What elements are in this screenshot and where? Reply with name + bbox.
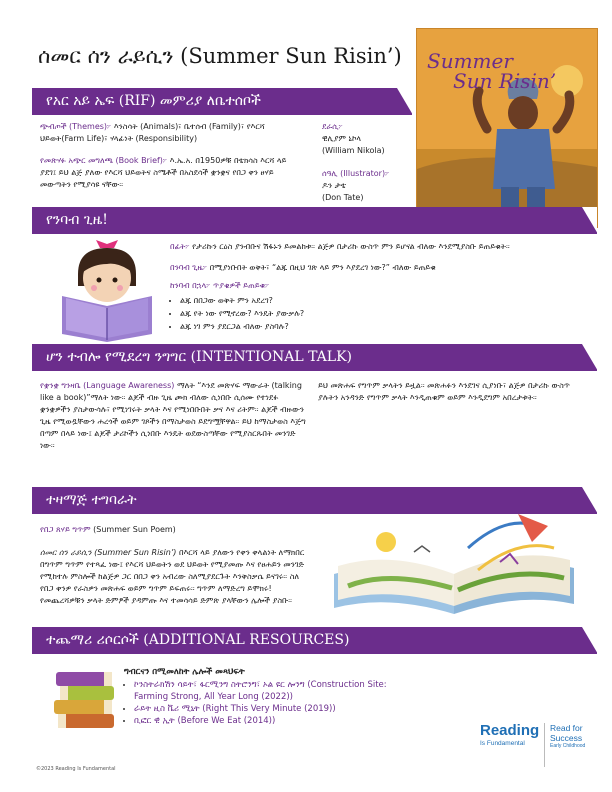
question-item: • ልጁ የት ነው የሚኖረው? እንዴት ያውቃሉ? xyxy=(180,307,566,320)
language-awareness-label: የቋንቋ ግንዛቤ (Language Awareness) xyxy=(40,381,175,390)
copyright-text: ©2023 Reading Is Fundamental xyxy=(36,766,116,772)
rfs-logo-line2: Success xyxy=(550,733,583,743)
illustrator-label: ሰዓሊ (Illustrator)፦ xyxy=(322,169,390,178)
question-item: • ልጁ በበጋው ወቅት ምን አደረገ? xyxy=(180,294,566,307)
rif-logo-line1: Reading xyxy=(480,722,540,739)
illustrator-block xyxy=(322,168,414,204)
activity-description xyxy=(40,547,310,607)
resource-link[interactable]: • ራይት ዚስ ቬሪ ሚኒት (Right This Very Minute (2019)) xyxy=(134,703,422,715)
cover-title-line2: Sun Risin’ xyxy=(453,69,557,93)
section-header-rif: የአር አይ ኤፍ (RIF) መምሪያ ለቤተሰቦች xyxy=(32,88,412,115)
rif-logo-line2: Is Fundamental xyxy=(480,740,525,747)
section-header-additional-resources: ተጨማሪ ሪሶርሶች (ADDITIONAL RESOURCES) xyxy=(32,627,597,654)
themes-block xyxy=(40,121,302,145)
language-awareness-text: ማለት “እንደ መጽሃፍ ማውራት (talking like a book)”ማለት ነው። ልጆች ብዙ ጊዜ ጮክ ብለው ሲነበቡ ሲሰሙ የተነደፉ ቋንቋዎችን ያስታውሳሉ፣ የሚነገሩት ቃላት እና የሚነበቡበት ቃና እና ሪትም። ልጆች ብዙውን ጊዜ የሚወዷቸውን ሐረጎች ወይም ገጾችን በማስታወስ ይደግሟቸዋል። ይህ ከማስታወስ እጅግ በጣም በላይ ነው፤ ልጆች ታሪኮችን ሲነበቡ እንዴት ወደውስጣቸው የሚያስርጹበት መንገድ ነው። xyxy=(40,381,306,450)
resources-heading: ግብርናን በሚመለከት ሌሎች መጻህፍት xyxy=(124,667,245,677)
after-sub-label: ጥያቄዎች ይጠይቁ፦ xyxy=(213,281,270,290)
during-label: በንባብ ጊዜ፦ xyxy=(170,263,208,272)
stacked-books-illustration xyxy=(52,668,118,730)
section-header-intentional-talk: ሆን ተብሎ የሚደረግ ንግግር (INTENTIONAL TALK) xyxy=(32,344,597,371)
open-book-illustration xyxy=(318,508,590,618)
activity-text: በእርሻ ላይ ያለውን የቀን ቀላልነት ለማክበር በግጥም ግጥም የተጻፈ ነው፤ የእርሻ ህይወትን ወደ ህይወት የሚያመጡ እና የፀሐይን መንገድ የሚከተሉ ምስሎች ከልጅዎ ጋር በበጋ ቀን አብረው ስለሚያደርጉት እንቅስቃሴ ይናገሩ። ስለ የበጋ ቀንዎ የራስዎን መጽሐፍ ወይም ግጥም ይፍጠሩ። ግጥም ለማድረግ ይሞክሩ! የመጨረሻዎቹን ቃላት ድምፆች ያዳምጡ እና ተመሳሳይ ድምጽ ያላቸውን ሌሎች ያስቡ። xyxy=(40,548,305,605)
rfs-logo-line3: Early Childhood xyxy=(550,743,586,749)
activity-title xyxy=(40,524,310,536)
before-text: የታሪኩን ርዕስ ያንብቡና ሽፋኑን ይመልከቱ። ልጅዎ በታሪኩ ውስጥ ምን ይሆናል ብለው እንደሚያስቡ ይጠይቁት። xyxy=(192,242,510,251)
question-list xyxy=(166,294,566,333)
during-text: በሚያነቡበት ወቅት፣ “ልጁ በዚህ ገጽ ላይ ምን እያደረገ ነው?” ብለው ይጠይቁ xyxy=(209,263,436,272)
themes-text: እንስሳት (Animals)፣ ቤተሰብ (Family)፣ የእርሻ ህይወት(Farm Life)፣ ሃላፊነት (Responsibility) xyxy=(40,122,265,143)
author-label: ደራሲ፦ xyxy=(322,122,343,131)
girl-reading-illustration xyxy=(52,238,162,342)
language-awareness-block xyxy=(40,380,308,452)
activity-book-title: ሰመር ሰን ራይሲን (Summer Sun Risin’) xyxy=(40,548,177,557)
book-brief-text: እ.ኤ.አ. በ1950ዎቹ በቴክሳስ እርሻ ላይ ያደገ፤ ይህ ልጅ ያለው የእርሻ ህይወትና ስሜቶች በአስደሳች ቋንቋና የበጋ ቀን ፀሃይ መውጣትን የሚያሳዩ ናቸው። xyxy=(40,156,287,189)
read-for-success-logo xyxy=(544,723,602,767)
after-label: ከንባብ በኋላ፦ xyxy=(170,281,211,290)
book-brief-label: የመጽሃፉ አጭር መግለጫ (Book Brief)፦ xyxy=(40,156,168,165)
illustrator-name-english: (Don Tate) xyxy=(322,193,364,202)
resource-list xyxy=(122,679,422,727)
during-reading-block xyxy=(170,262,570,274)
before-label: በፊት፦ xyxy=(170,242,190,251)
author-name-english: (William Nikola) xyxy=(322,146,385,155)
question-item: • ልጁ ነገ ምን ያደርጋል ብለው ያስባሉ? xyxy=(180,320,566,333)
section-header-reading-time: የንባብ ጊዜ! xyxy=(32,207,597,234)
author-block xyxy=(322,121,414,157)
cover-title-line1: Summer xyxy=(427,49,513,73)
themes-label: ጭብጦች (Themes)፦ xyxy=(40,122,112,131)
book-brief-block xyxy=(40,155,302,191)
before-reading-block xyxy=(170,241,570,253)
rhyme-tip-text: ይህ መጽሐፍ የግጥም ቃላትን ይዟል። መጽሐፉን እንደገና ሲያነቡ፣ ልጅዎ በታሪኩ ውስጥ ያሉትን አንዳንድ የግጥም ቃላት እንዲጠቁም ወይም እንዲደግም አበረታቱት። xyxy=(318,381,570,402)
book-cover-image xyxy=(416,28,598,228)
page-title: ሰመር ሰን ራይሲን (Summer Sun Risin’) xyxy=(38,44,402,68)
after-reading-block xyxy=(170,280,570,292)
activity-label: የበጋ ጸሃይ ግጥም xyxy=(40,525,91,534)
resource-link[interactable]: • ቢፎር ዊ ኢት (Before We Eat (2014)) xyxy=(134,715,422,727)
section-header-activity: ተዛማጅ ተግባራት xyxy=(32,487,597,514)
illustrator-name-amharic: ዶን ታቴ xyxy=(322,181,346,190)
activity-label-english: (Summer Sun Poem) xyxy=(93,525,176,534)
rif-logo xyxy=(480,723,544,767)
resource-link[interactable]: • ኮንስትራክሽን ሳይት፣ ፋርሚንግ ስትሮንግ፣ ኦል ዩር ሎንግ (Construction Site: Farming Strong, All Year Long (2022)) xyxy=(134,679,422,703)
rfs-logo-line1: Read for xyxy=(550,723,583,733)
author-name-amharic: ዊሊያም ኒኮላ xyxy=(322,134,362,143)
